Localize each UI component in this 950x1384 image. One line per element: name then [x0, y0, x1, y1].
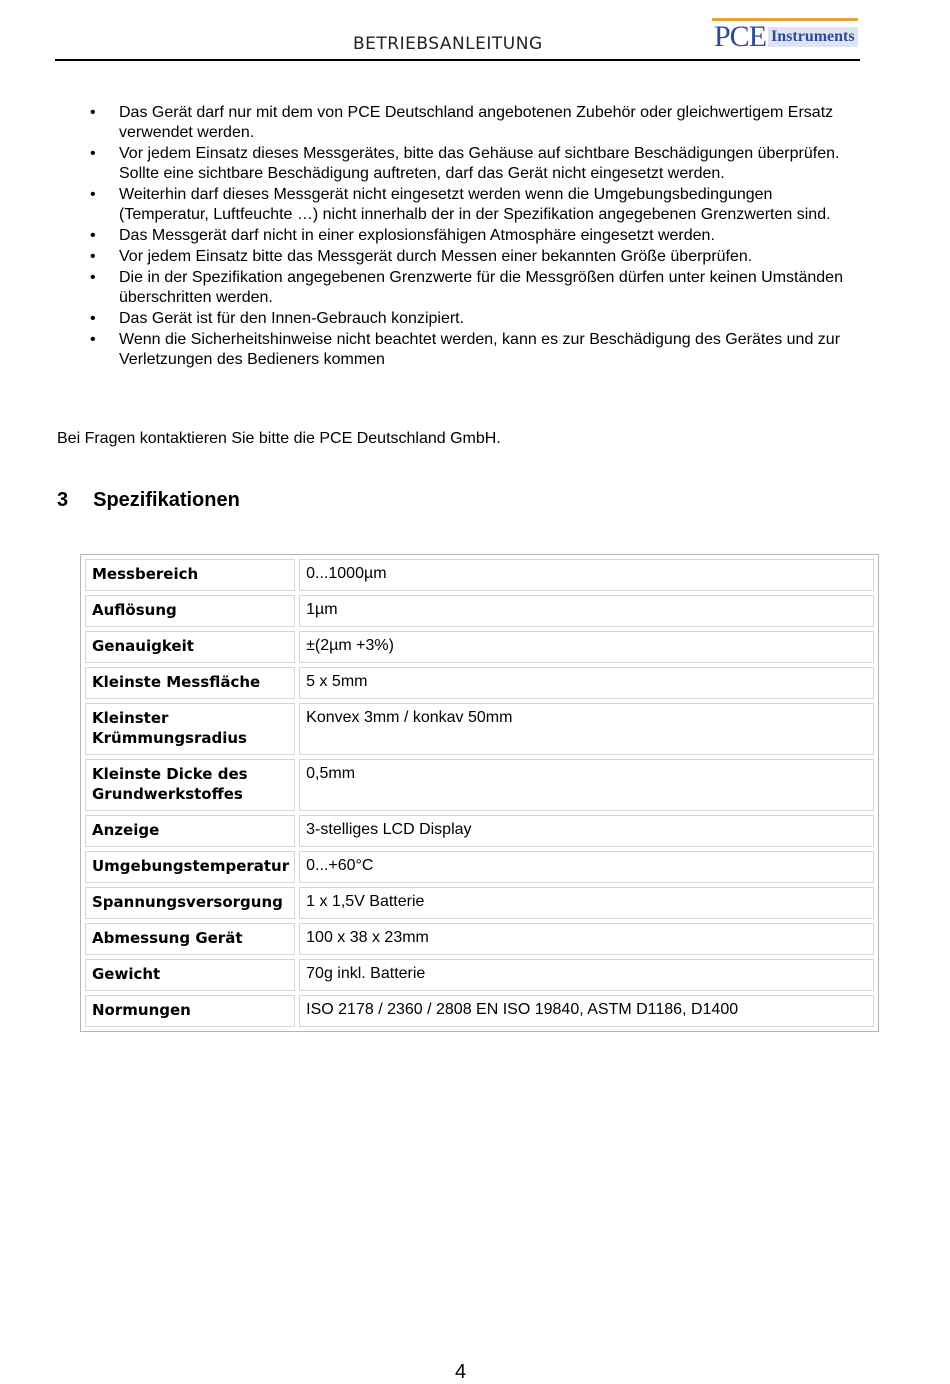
bullet-text: Die in der Spezifikation angegebenen Grenzwerte für die Messgrößen dürfen unter keinen Umständen überschritten werden. — [119, 269, 843, 306]
header-rule — [55, 59, 860, 61]
list-item — [90, 330, 860, 370]
spec-label: Auflösung — [85, 595, 295, 627]
spec-value: 1 x 1,5V Batterie — [299, 887, 874, 919]
spec-value: 0...1000µm — [299, 559, 874, 591]
spec-value: 0,5mm — [299, 759, 874, 811]
logo-sub-text: Instruments — [768, 27, 858, 47]
header-title: BETRIEBSANLEITUNG — [353, 34, 543, 54]
spec-label: Abmessung Gerät — [85, 923, 295, 955]
list-item — [90, 103, 860, 143]
table-row — [85, 887, 874, 919]
section-number: 3 — [57, 489, 69, 511]
specifications-table — [80, 554, 879, 1032]
spec-label: Kleinste Messfläche — [85, 667, 295, 699]
pce-instruments-logo — [712, 18, 858, 52]
list-item — [90, 185, 860, 225]
bullet-icon: • — [90, 310, 96, 327]
table-row — [85, 631, 874, 663]
bullet-icon: • — [90, 269, 96, 286]
bullet-text: Wenn die Sicherheitshinweise nicht beachtet werden, kann es zur Beschädigung des Gerätes und zur Verletzungen des Bedieners kommen — [119, 331, 841, 368]
list-item — [90, 268, 860, 308]
spec-label: Spannungsversorgung — [85, 887, 295, 919]
bullet-text: Das Gerät ist für den Innen-Gebrauch konzipiert. — [119, 310, 465, 327]
table-row — [85, 703, 874, 755]
spec-label: Kleinster Krümmungsradius — [85, 703, 295, 755]
spec-value: 3-stelliges LCD Display — [299, 815, 874, 847]
section-heading — [57, 489, 240, 512]
spec-value: 5 x 5mm — [299, 667, 874, 699]
list-item — [90, 247, 860, 267]
contact-note: Bei Fragen kontaktieren Sie bitte die PCE Deutschland GmbH. — [57, 430, 501, 447]
table-row — [85, 595, 874, 627]
list-item — [90, 309, 860, 329]
spec-value: Konvex 3mm / konkav 50mm — [299, 703, 874, 755]
spec-label: Messbereich — [85, 559, 295, 591]
table-row — [85, 959, 874, 991]
list-item — [90, 144, 860, 184]
bullet-icon: • — [90, 104, 96, 121]
spec-value: 0...+60°C — [299, 851, 874, 883]
table-row — [85, 995, 874, 1027]
safety-bullet-list — [90, 103, 860, 371]
bullet-text: Vor jedem Einsatz bitte das Messgerät durch Messen einer bekannten Größe überprüfen. — [119, 248, 753, 265]
bullet-icon: • — [90, 186, 96, 203]
bullet-text: Das Messgerät darf nicht in einer explosionsfähigen Atmosphäre eingesetzt werden. — [119, 227, 715, 244]
section-title: Spezifikationen — [93, 489, 240, 511]
spec-label: Gewicht — [85, 959, 295, 991]
table-row — [85, 923, 874, 955]
bullet-icon: • — [90, 331, 96, 348]
bullet-text: Weiterhin darf dieses Messgerät nicht eingesetzt werden wenn die Umgebungsbedingungen (Temperatur, Luftfeuchte …) nicht innerhalb der in der Spezifikation angegebenen Grenzwerten sind. — [119, 186, 831, 223]
table-row — [85, 851, 874, 883]
spec-label: Kleinste Dicke des Grundwerkstoffes — [85, 759, 295, 811]
table-row — [85, 559, 874, 591]
spec-label: Anzeige — [85, 815, 295, 847]
bullet-icon: • — [90, 227, 96, 244]
spec-value: ISO 2178 / 2360 / 2808 EN ISO 19840, ASTM D1186, D1400 — [299, 995, 874, 1027]
spec-value: ±(2µm +3%) — [299, 631, 874, 663]
spec-label: Genauigkeit — [85, 631, 295, 663]
spec-value: 70g inkl. Batterie — [299, 959, 874, 991]
list-item — [90, 226, 860, 246]
bullet-text: Vor jedem Einsatz dieses Messgerätes, bitte das Gehäuse auf sichtbare Beschädigungen überprüfen. Sollte eine sichtbare Beschädigung auftreten, darf das Gerät nicht eingesetzt werden. — [119, 145, 840, 182]
table-row — [85, 667, 874, 699]
table-row — [85, 759, 874, 811]
table-row — [85, 815, 874, 847]
spec-value: 1µm — [299, 595, 874, 627]
spec-label: Umgebungstemperatur — [85, 851, 295, 883]
page-number: 4 — [455, 1361, 467, 1383]
bullet-icon: • — [90, 145, 96, 162]
bullet-icon: • — [90, 248, 96, 265]
spec-value: 100 x 38 x 23mm — [299, 923, 874, 955]
spec-label: Normungen — [85, 995, 295, 1027]
bullet-text: Das Gerät darf nur mit dem von PCE Deutschland angebotenen Zubehör oder gleichwertigem Ersatz verwendet werden. — [119, 104, 834, 141]
logo-main-text: PCE — [714, 19, 767, 53]
